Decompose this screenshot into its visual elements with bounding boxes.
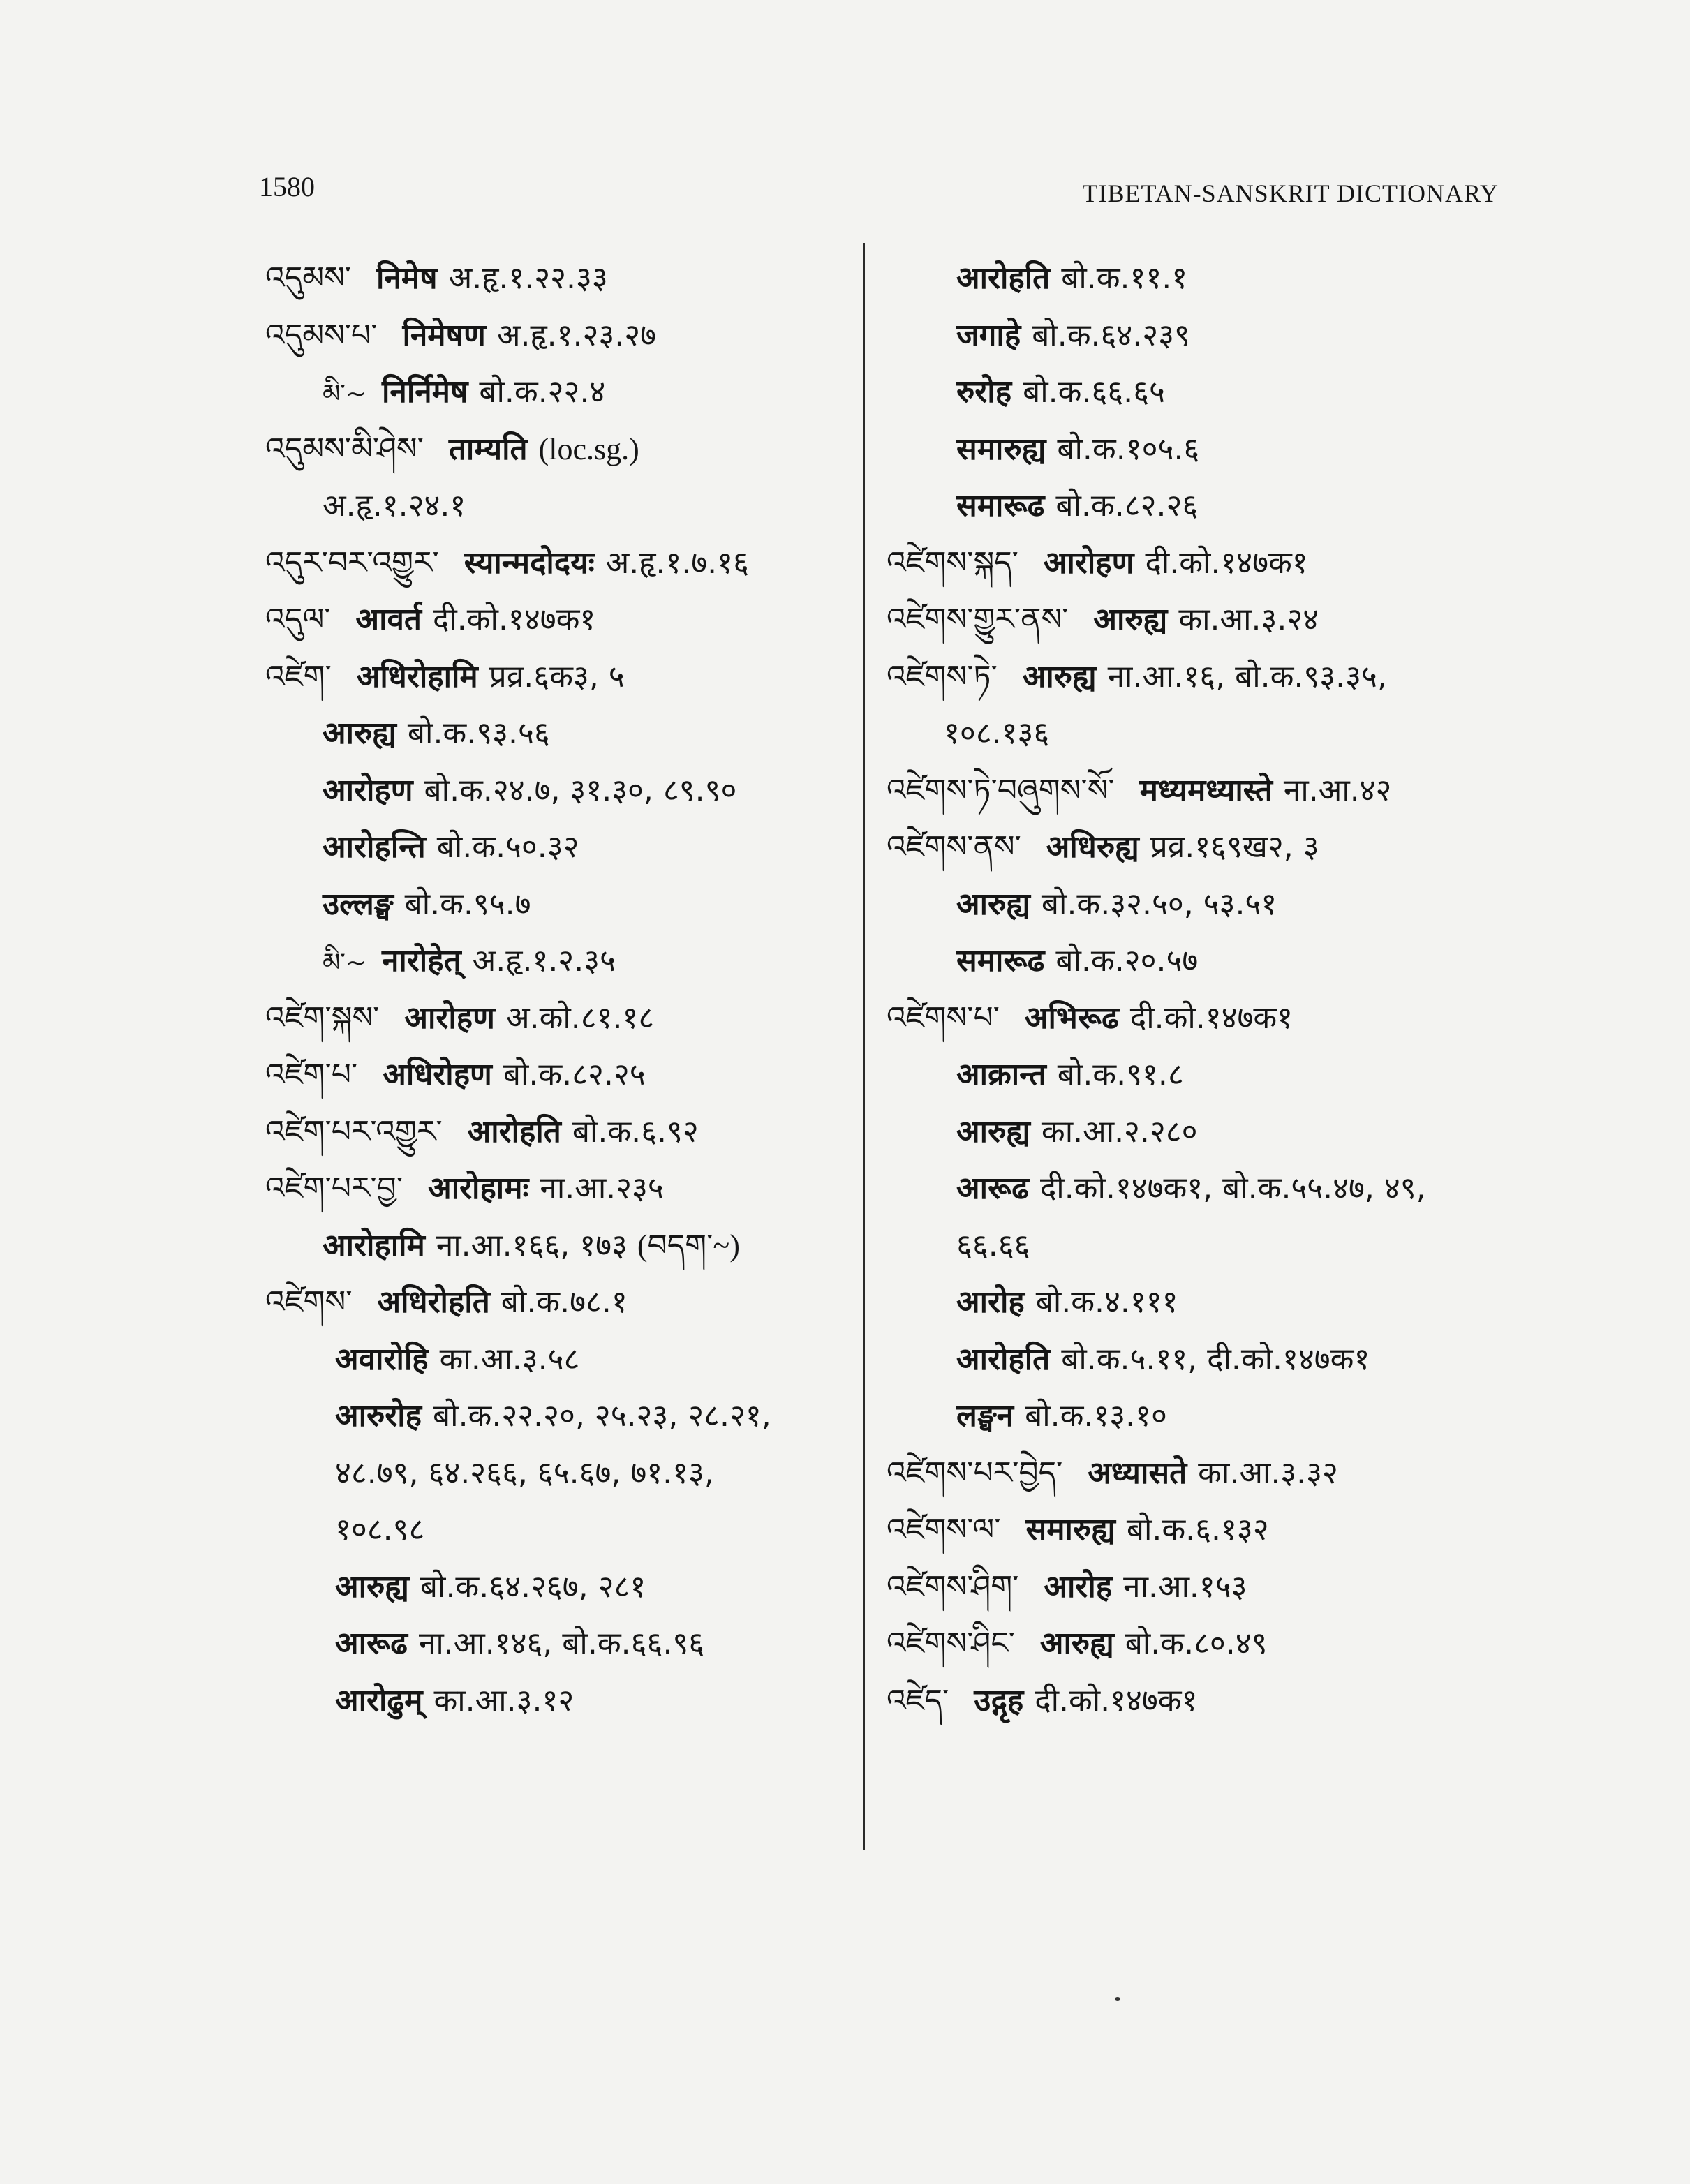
subentry-line [265, 1615, 845, 1672]
entry-line [265, 1046, 845, 1104]
sanskrit-equivalent: आरुह्य [1093, 602, 1168, 637]
sanskrit-equivalent: समारुह्य [956, 431, 1046, 467]
entry-line [265, 1104, 845, 1161]
subentry-line [265, 364, 845, 421]
citation: दी.को.१४७क१ [1145, 544, 1308, 581]
citation: का.आ.३.५८ [439, 1341, 580, 1377]
entry-line [265, 307, 845, 364]
tibetan-headword: འཛེག་པར་འགྱུར་ [265, 1113, 443, 1150]
sanskrit-equivalent: अधिरोहण [383, 1057, 492, 1092]
tibetan-headword: འདུམས་པ་ [265, 317, 378, 353]
entry-line [887, 819, 1515, 876]
citation: अ.हृ.१.२३.२७ [496, 317, 657, 353]
subentry-line [887, 1160, 1515, 1217]
tibetan-headword: འཛེག་སྐས་ [265, 1000, 380, 1036]
entry-line [887, 1672, 1515, 1730]
citation: बो.क.८२.२६ [1055, 488, 1199, 523]
sanskrit-equivalent: आरोहति [467, 1113, 561, 1150]
sanskrit-equivalent: अधिरुह्य [1046, 829, 1139, 865]
tibetan-headword: འཛེགས་པར་བྱེད་ [887, 1455, 1063, 1491]
citation: अ.को.८१.१८ [505, 1000, 655, 1036]
sanskrit-equivalent: मध्यमध्यास्ते [1139, 772, 1273, 808]
subentry-line [887, 307, 1515, 364]
entry-line [265, 421, 845, 478]
citation: बो.क.४.१११ [1035, 1284, 1178, 1320]
citation: बो.क.६६.६५ [1023, 374, 1165, 410]
sanskrit-equivalent: आरोहति [956, 260, 1051, 296]
subentry-line [887, 1331, 1515, 1388]
subentry-line [887, 1104, 1515, 1161]
sanskrit-equivalent: रुरोह [956, 374, 1012, 410]
subentry-line [887, 421, 1515, 478]
tibetan-headword: འཛེགས་ནས་ [887, 829, 1021, 865]
tibetan-gloss: (བདག་~) [637, 1228, 740, 1263]
citation: बो.क.७८.१ [501, 1284, 628, 1320]
citation: बो.क.६.१३२ [1126, 1512, 1269, 1547]
sanskrit-equivalent: आरोहामः [428, 1171, 529, 1206]
entry-line [265, 535, 845, 592]
tibetan-headword: འཛེགས་ལ་ [887, 1512, 1001, 1547]
entry-line [887, 535, 1515, 592]
tibetan-headword: འཛེགས་གྱུར་ནས་ [887, 602, 1069, 637]
citation: का.आ.३.१२ [433, 1682, 575, 1718]
tibetan-headword: འཛེགས་སྐད་ [887, 544, 1018, 581]
tibetan-headword: འཛེགས་ [265, 1284, 353, 1320]
citation: बो.क.११.१ [1061, 260, 1188, 296]
sanskrit-equivalent: ताम्यति [448, 431, 528, 467]
sanskrit-equivalent: जगाहे [956, 317, 1021, 353]
subentry-line [265, 1388, 845, 1445]
continuation-line [887, 705, 1515, 762]
sanskrit-equivalent: नारोहेत् [382, 943, 461, 979]
sanskrit-equivalent: लङ्घन [956, 1398, 1014, 1434]
citation: दी.को.१४७क१, बो.क.५५.४७, ४९, [1039, 1171, 1426, 1206]
entry-line [265, 591, 845, 648]
sanskrit-equivalent: अवारोहि [335, 1341, 429, 1377]
citation: बो.क.६४.२६७, २८१ [420, 1568, 646, 1605]
sanskrit-equivalent: आवर्त [355, 602, 422, 637]
citation: ६६.६६ [956, 1227, 1030, 1263]
sanskrit-equivalent: आरोहति [956, 1341, 1051, 1377]
tibetan-headword: འཛེགས་ཤིག་ [887, 1568, 1019, 1605]
tibetan-headword: འཛེད་ [887, 1682, 949, 1718]
sanskrit-equivalent: आरुह्य [956, 1113, 1030, 1150]
citation: ना.आ.२३५ [540, 1171, 664, 1206]
entry-line [887, 1445, 1515, 1502]
page-number: 1580 [259, 171, 315, 202]
sanskrit-equivalent: समारुह्य [1025, 1512, 1115, 1547]
citation: अ.हृ.१.२२.३३ [448, 260, 608, 296]
tibetan-headword: འདུར་བར་འགྱུར་ [265, 544, 439, 581]
citation: ४८.७९, ६४.२६६, ६५.६७, ७१.१३, [335, 1455, 714, 1491]
citation: बो.क.५०.३२ [436, 829, 579, 865]
sanskrit-equivalent: आरोहन्ति [323, 829, 426, 865]
sanskrit-equivalent: आरोहण [1043, 544, 1134, 581]
citation: ना.आ.१६६, १७३ [436, 1227, 628, 1263]
entry-line [265, 648, 845, 706]
continuation-line [887, 1217, 1515, 1275]
citation: ना.आ.१५३ [1123, 1568, 1247, 1605]
citation: बो.क.९१.८ [1057, 1057, 1184, 1092]
sanskrit-equivalent: आरुह्य [1022, 658, 1097, 694]
sanskrit-equivalent: आरुरोह [335, 1398, 422, 1434]
entry-line [887, 1615, 1515, 1672]
citation: बो.क.६.९२ [572, 1113, 699, 1150]
citation: १०८.१३६ [944, 715, 1050, 751]
citation: बो.क.८०.४९ [1125, 1626, 1268, 1661]
entry-line [265, 1160, 845, 1217]
subentry-line [265, 1559, 845, 1616]
citation: बो.क.५.११, दी.को.१४७क१ [1061, 1341, 1370, 1377]
sanskrit-equivalent: उल्लङ्घ [323, 886, 394, 922]
citation: बो.क.१३.१० [1025, 1398, 1167, 1434]
sanskrit-equivalent: आरुह्य [335, 1568, 409, 1605]
sanskrit-equivalent: निर्निमेष [382, 374, 468, 410]
entry-line [887, 591, 1515, 648]
citation: दी.को.१४७क१ [433, 602, 596, 637]
sanskrit-equivalent: आक्रान्त [956, 1057, 1046, 1092]
entry-line [887, 1559, 1515, 1616]
right-column [887, 250, 1515, 1729]
sanskrit-equivalent: स्यान्मदोदयः [464, 544, 595, 581]
subentry-line [265, 876, 845, 933]
left-column [265, 250, 845, 1729]
entry-line [887, 1501, 1515, 1559]
tibetan-headword: འདུམས་ [265, 260, 352, 296]
subentry-line [887, 477, 1515, 535]
tilde-prefix: མི་~ [323, 380, 366, 408]
tibetan-headword: འཛེག་པར་བྱ་ [265, 1171, 403, 1206]
sanskrit-equivalent: आरोह [1044, 1568, 1113, 1605]
citation: बो.क.२२.४ [479, 374, 606, 410]
citation: बो.क.३२.५०, ५३.५१ [1041, 886, 1277, 922]
subentry-line [887, 1388, 1515, 1445]
citation: बो.क.८२.२५ [503, 1057, 646, 1092]
citation: बो.क.१०५.६ [1057, 431, 1200, 467]
grammar-note: (loc.sg.) [538, 431, 639, 466]
citation: ना.आ.४२ [1283, 772, 1392, 808]
citation: अ.हृ.१.२४.१ [323, 488, 466, 523]
sanskrit-equivalent: निमेषण [402, 317, 486, 353]
sanskrit-equivalent: निमेष [376, 260, 438, 296]
sanskrit-equivalent: आरुह्य [323, 715, 396, 751]
subentry-line [265, 1217, 845, 1275]
column-divider [863, 243, 865, 1850]
tibetan-headword: འཛེགས་ཤིང་ [887, 1626, 1015, 1661]
citation: दी.को.१४७क१ [1035, 1682, 1198, 1718]
entry-line [265, 250, 845, 307]
continuation-line [265, 477, 845, 535]
tibetan-headword: འཛེག་པ་ [265, 1057, 358, 1092]
subentry-line [887, 1046, 1515, 1104]
citation: ना.आ.१६, बो.क.९३.३५, [1107, 658, 1387, 694]
sanskrit-equivalent: अभिरूढ [1024, 1000, 1119, 1036]
citation: बो.क.९३.५६ [407, 715, 550, 751]
citation: अ.हृ.१.७.१६ [605, 544, 749, 581]
running-head: TIBETAN-SANSKRIT DICTIONARY [1082, 179, 1499, 207]
subentry-line [265, 819, 845, 876]
subentry-line [887, 1274, 1515, 1331]
entry-line [887, 990, 1515, 1047]
tibetan-headword: འཛེགས་ཏེ་ [887, 658, 998, 694]
subentry-line [265, 1331, 845, 1388]
continuation-line [265, 1445, 845, 1502]
subentry-line [265, 1672, 845, 1730]
sanskrit-equivalent: अधिरोहामि [356, 658, 478, 694]
entry-line [887, 648, 1515, 706]
sanskrit-equivalent: आरोहामि [323, 1227, 425, 1263]
tibetan-headword: འཛེགས་ཏེ་བཞུགས་སོ་ [887, 772, 1115, 808]
subentry-line [265, 933, 845, 990]
sanskrit-equivalent: आरोहण [404, 1000, 495, 1036]
tibetan-headword: འཛེགས་པ་ [887, 1000, 1000, 1036]
citation: १०८.९८ [335, 1512, 425, 1547]
tibetan-headword: འདུལ་ [265, 602, 331, 637]
citation: प्रव्र.६क३, ५ [489, 658, 625, 694]
citation: दी.को.१४७क१ [1129, 1000, 1294, 1036]
subentry-line [887, 933, 1515, 990]
sanskrit-equivalent: आरोढुम् [335, 1682, 423, 1718]
citation: बो.क.९५.७ [404, 886, 531, 922]
citation: बो.क.६४.२३९ [1032, 317, 1190, 353]
tilde-prefix: མི་~ [323, 949, 366, 977]
subentry-line [887, 364, 1515, 421]
subentry-line [887, 876, 1515, 933]
subentry-line [887, 250, 1515, 307]
sanskrit-equivalent: आरूढ [335, 1626, 408, 1661]
citation: का.आ.३.३२ [1198, 1455, 1338, 1491]
continuation-line [265, 1501, 845, 1559]
sanskrit-equivalent: आरोहण [323, 772, 413, 808]
tibetan-headword: འཛེག་ [265, 658, 332, 694]
entry-line [265, 1274, 845, 1331]
citation: बो.क.२४.७, ३१.३०, ८९.९० [424, 772, 737, 808]
subentry-line [265, 705, 845, 762]
entry-line [887, 762, 1515, 819]
sanskrit-equivalent: अध्यासते [1088, 1455, 1187, 1491]
entry-line [265, 990, 845, 1047]
sanskrit-equivalent: आरूढ [956, 1171, 1029, 1206]
sanskrit-equivalent: अधिरोहति [377, 1284, 490, 1320]
sanskrit-equivalent: आरोह [956, 1284, 1025, 1320]
citation: बो.क.२०.५७ [1055, 943, 1199, 979]
subentry-line [265, 762, 845, 819]
citation: का.आ.२.२८० [1041, 1113, 1198, 1150]
citation: ना.आ.१४६, बो.क.६६.९६ [418, 1626, 705, 1661]
sanskrit-equivalent: उद्गृह [974, 1682, 1024, 1718]
citation: बो.क.२२.२०, २५.२३, २८.२१, [433, 1398, 771, 1434]
tibetan-headword: འདུམས་མི་ཤེས་ [265, 431, 424, 467]
citation: प्रव्र.१६९ख२, ३ [1150, 829, 1319, 865]
sanskrit-equivalent: आरुह्य [956, 886, 1030, 922]
citation: का.आ.३.२४ [1178, 602, 1319, 637]
sanskrit-equivalent: समारूढ [956, 943, 1045, 979]
citation: अ.हृ.१.२.३५ [472, 943, 616, 979]
sanskrit-equivalent: आरुह्य [1039, 1626, 1114, 1661]
sanskrit-equivalent: समारूढ [956, 488, 1045, 523]
scan-speck [1115, 1997, 1120, 2001]
